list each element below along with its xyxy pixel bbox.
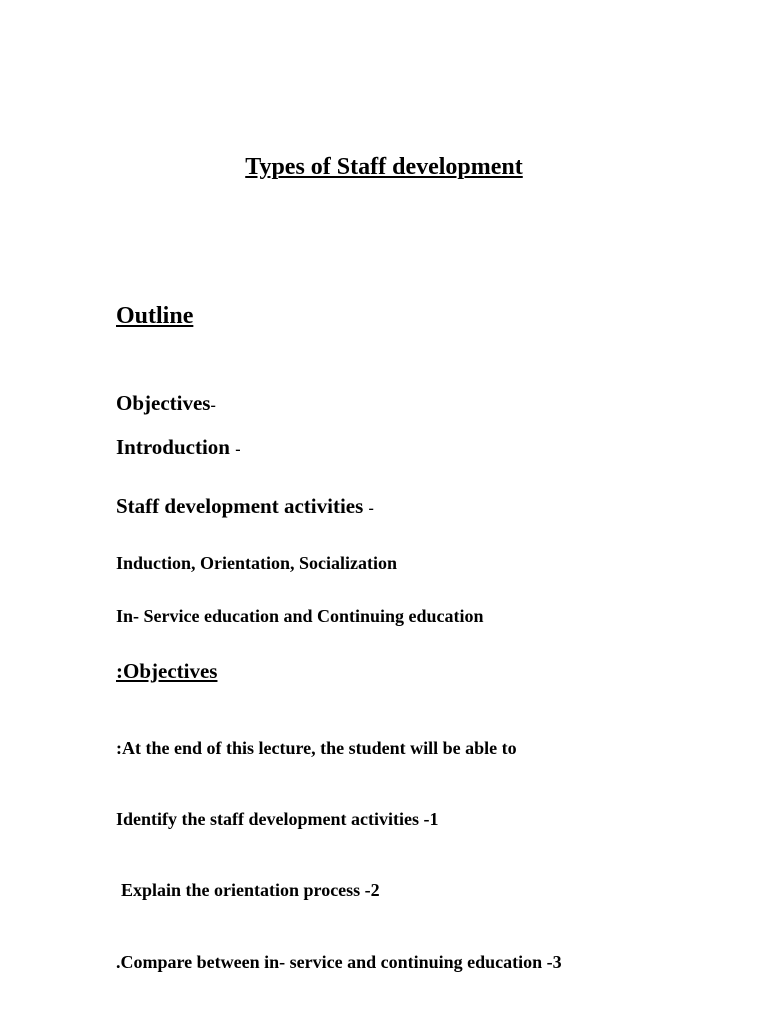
objectives-heading: :Objectives — [116, 659, 218, 683]
outline-item-induction: Induction, Orientation, Socialization — [116, 553, 398, 573]
objectives-intro: :At the end of this lecture, the student will be able to — [116, 738, 517, 758]
objective-item-2: Explain the orientation process -2 — [121, 880, 380, 900]
outline-item-introduction — [116, 437, 241, 458]
objective-item-1: Identify the staff development activities -1 — [116, 809, 439, 829]
outline-item-dash: - — [235, 441, 241, 458]
objective-item-3: .Compare between in- service and continuing education -3 — [116, 952, 562, 972]
outline-item-label: Introduction — [116, 435, 236, 459]
outline-item-label: Objectives — [116, 391, 211, 415]
outline-heading: Outline — [116, 303, 194, 329]
outline-item-dash: - — [368, 500, 374, 517]
outline-item-objectives — [116, 393, 216, 414]
document-title: Types of Staff development — [245, 154, 523, 180]
outline-item-staff-development-activities — [116, 496, 374, 517]
outline-item-dash: - — [210, 397, 216, 414]
outline-item-label: Staff development activities — [116, 494, 369, 518]
outline-item-in-service: In- Service education and Continuing education — [116, 606, 484, 626]
